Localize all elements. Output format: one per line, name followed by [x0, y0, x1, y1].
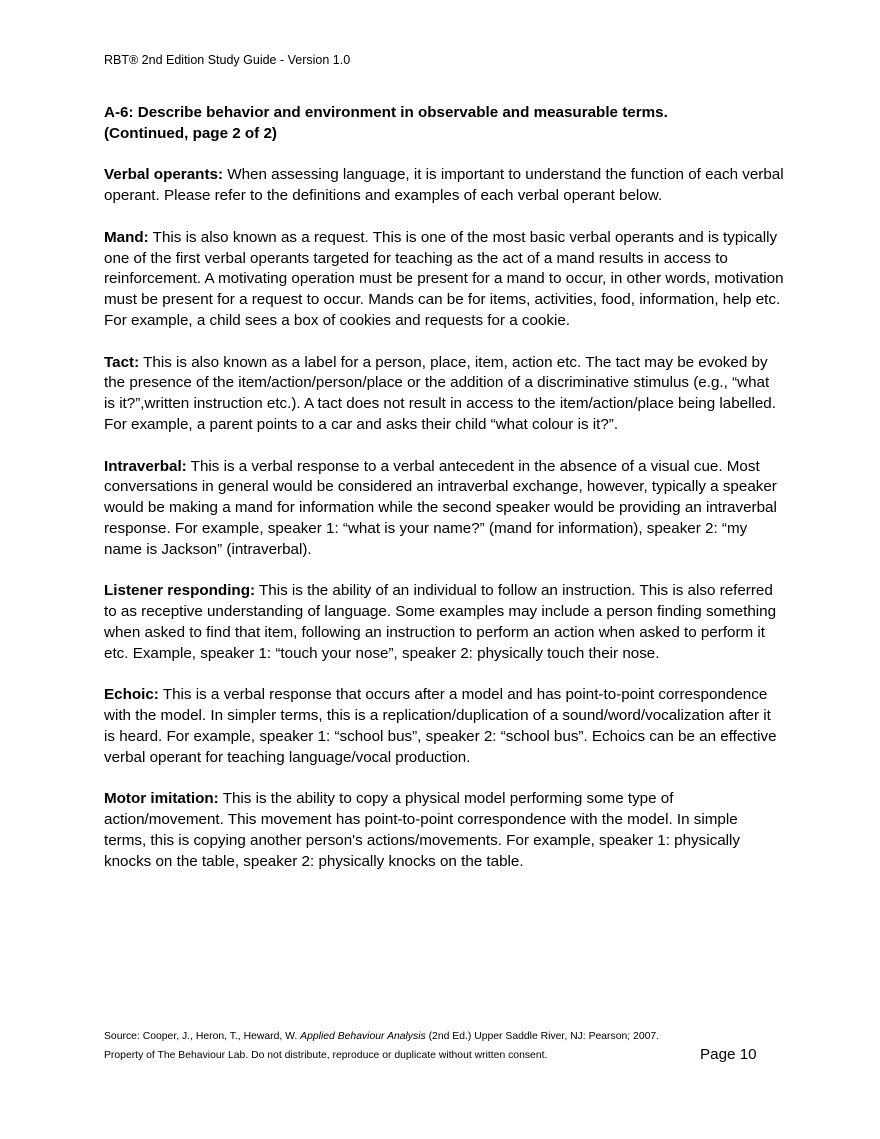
definition-listener-responding: This is the ability of an individual to follow an instruction. This is also referred to as receptive understanding of language. Some examples may include a person finding something when asked to find that item, following an instruction to perform an action when asked to perform it etc. Example, speaker 1: “touch your nose”, speaker 2: physically touch their nose. [104, 582, 777, 662]
definition-intraverbal: This is a verbal response to a verbal antecedent in the absence of a visual cue. Most conversations in general would be considered an intraverbal exchange, however, typically a speaker would be making a mand for information while the second speaker would be providing an intraverbal response. For example, speaker 1: “what is your name?” (mand for information), speaker 2: “my name is Jackson” (intraverbal). [104, 457, 777, 558]
definition-mand: This is also known as a request. This is one of the most basic verbal operants and is typically one of the first verbal operants targeted for teaching as the act of a mand results in access to reinforcement. A motivating operation must be present for a mand to occur, in other words, motivation must be present for a request to occur. Mands can be for items, activities, food, information, help etc. For example, a child sees a box of cookies and requests for a cookie. [104, 228, 784, 329]
paragraph-tact [104, 353, 784, 436]
paragraph-intraverbal [104, 457, 784, 561]
term-mand: Mand: [104, 228, 149, 246]
running-header: RBT® 2nd Edition Study Guide - Version 1.0 [104, 53, 351, 67]
source-title: Applied Behaviour Analysis [300, 1031, 426, 1042]
term-motor-imitation: Motor imitation: [104, 790, 219, 808]
source-prefix: Source: Cooper, J., Heron, T., Heward, W. [104, 1031, 298, 1042]
page-number: Page 10 [700, 1046, 757, 1063]
paragraph-motor-imitation [104, 789, 784, 872]
term-echoic: Echoic: [104, 686, 159, 704]
page-content [104, 103, 784, 893]
section-heading-line-1: A-6: Describe behavior and environment in observable and measurable terms. [104, 104, 668, 121]
paragraph-verbal-operants [104, 165, 784, 207]
section-heading [104, 103, 784, 145]
definition-echoic: This is a verbal response that occurs after a model and has point-to-point correspondence with the model. In simpler terms, this is a replication/duplication of a sound/word/vocalization after it is heard. For example, speaker 1: “school bus”, speaker 2: “school bus”. Echoics can be an effective verbal operant for teaching language/vocal production. [104, 686, 777, 766]
paragraph-echoic [104, 685, 784, 768]
paragraph-mand [104, 228, 784, 332]
footer-property-notice: Property of The Behaviour Lab. Do not distribute, reproduce or duplicate without written consent. [104, 1050, 548, 1061]
term-verbal-operants: Verbal operants: [104, 166, 224, 184]
term-listener-responding: Listener responding: [104, 582, 256, 600]
term-tact: Tact: [104, 353, 140, 371]
term-intraverbal: Intraverbal: [104, 457, 187, 475]
paragraph-listener-responding [104, 581, 784, 664]
definition-tact: This is also known as a label for a person, place, item, action etc. The tact may be evoked by the presence of the item/action/person/place or the addition of a discriminative stimulus (e.g., “what is it?”,written instruction etc.). A tact does not result in access to the item/action/place being labelled. For example, a parent points to a car and asks their child “what colour is it?”. [104, 353, 776, 433]
footer-source-citation [104, 1030, 659, 1044]
section-heading-line-2: (Continued, page 2 of 2) [104, 124, 277, 142]
definition-verbal-operants: When assessing language, it is important to understand the function of each verbal operant. Please refer to the definitions and examples of each verbal operant below. [104, 166, 784, 205]
source-suffix: (2nd Ed.) Upper Saddle River, NJ: Pearson; 2007. [428, 1031, 660, 1042]
definition-motor-imitation: This is the ability to copy a physical model performing some type of action/movement. This movement has point-to-point correspondence with the model. In simple terms, this is copying another person's actions/movements. For example, speaker 1: physically knocks on the table, speaker 2: physically knocks on the table. [104, 790, 740, 870]
